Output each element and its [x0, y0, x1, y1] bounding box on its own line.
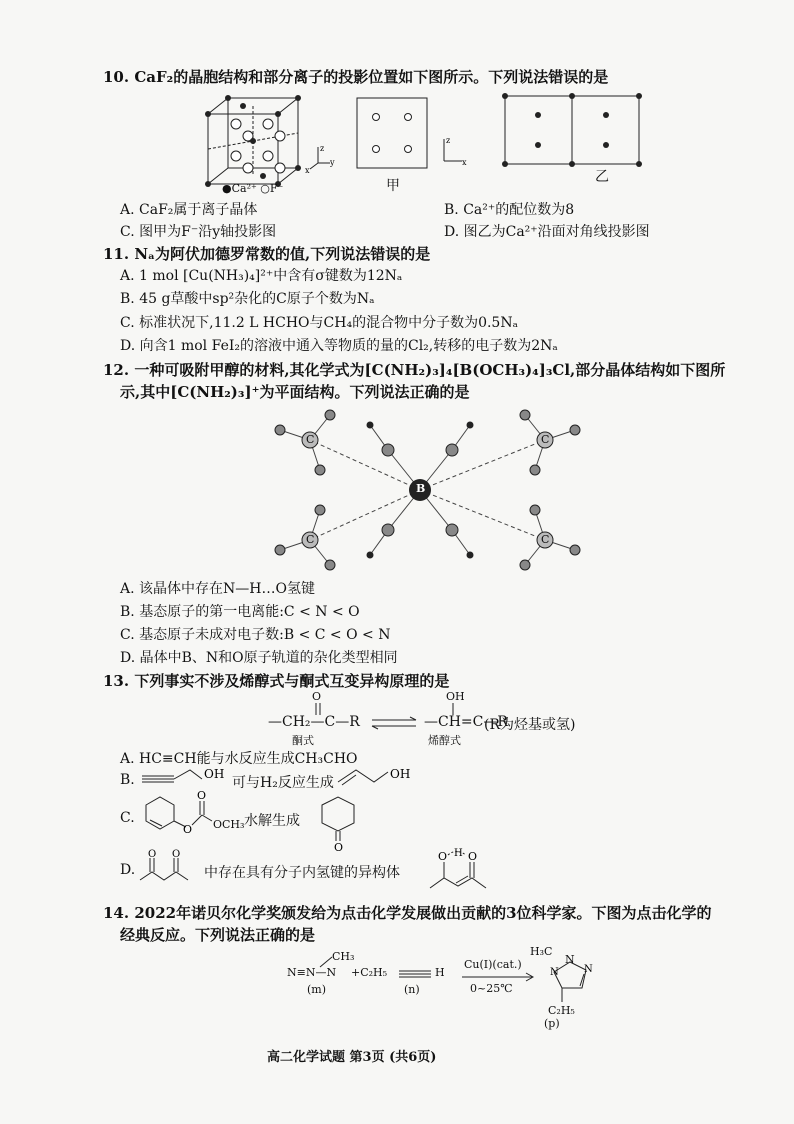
- projection-jia-figure: [356, 97, 428, 169]
- q13-option-c-text: 水解生成: [244, 813, 300, 829]
- svg-text:x: x: [305, 166, 310, 175]
- cyclohexanone-structure: [312, 793, 372, 854]
- svg-text:z: z: [446, 136, 451, 145]
- keto-formula: —CH₂—C—R: [268, 714, 360, 730]
- page-footer: 高二化学试题 第3页 (共6页): [267, 1050, 437, 1065]
- svg-text:O: O: [172, 849, 181, 860]
- q11-stem: 11. Nₐ为阿伏加德罗常数的值,下列说法错误的是: [103, 245, 431, 263]
- alkyne-bond: [397, 969, 433, 979]
- condition-label: 0~25℃: [470, 982, 513, 995]
- ring-atom-label-4: C: [541, 533, 550, 546]
- caf2-legend: ●Ca²⁺ ○F⁻: [222, 182, 284, 195]
- allyl-alcohol-structure: [336, 762, 426, 788]
- svg-text:N: N: [584, 964, 593, 975]
- projection-yi-figure: [504, 95, 640, 165]
- q11-option-d: D. 向含1 mol FeI₂的溶液中通入等物质的量的Cl₂,转移的电子数为2Nₐ: [120, 338, 558, 354]
- label-n: (n): [404, 983, 420, 996]
- svg-text:H: H: [454, 848, 463, 859]
- q11-option-c: C. 标准状况下,11.2 L HCHO与CH₄的混合物中分子数为0.5Nₐ: [120, 315, 518, 331]
- ring-atom-label-1: C: [306, 433, 315, 446]
- q13-option-b-text: 可与H₂反应生成: [232, 775, 334, 791]
- axis-zx-icon: [440, 135, 470, 165]
- q12-option-c: C. 基态原子未成对电子数:B < C < O < N: [120, 627, 391, 643]
- q13-option-c-prefix: C.: [120, 810, 135, 826]
- q11-option-a: A. 1 mol [Cu(NH₃)₄]²⁺中含有σ键数为12Nₐ: [120, 268, 403, 284]
- svg-text:z: z: [320, 144, 325, 153]
- q10-stem: 10. CaF₂的晶胞结构和部分离子的投影位置如下图所示。下列说法错误的是: [103, 68, 609, 86]
- label-p: (p): [544, 1017, 560, 1030]
- svg-text:O: O: [468, 850, 478, 863]
- product-h3c: H₃C: [530, 945, 553, 958]
- keto-name: 酮式: [292, 734, 314, 747]
- center-atom-label: B: [416, 482, 426, 495]
- label-m: (m): [307, 983, 327, 996]
- q10-option-b: B. Ca²⁺的配位数为8: [444, 202, 575, 218]
- svg-text:N: N: [550, 967, 559, 978]
- q14-stem-line2: 经典反应。下列说法正确的是: [120, 926, 316, 944]
- q13-option-b-prefix: B.: [120, 772, 135, 788]
- ring-atom-label-2: C: [541, 433, 550, 446]
- azide-formula: N≡N—N: [287, 966, 337, 979]
- q12-option-d: D. 晶体中B、N和O原子轨道的杂化类型相同: [120, 650, 398, 666]
- q13-option-d-text: 中存在具有分子内氢键的异构体: [204, 865, 400, 881]
- svg-text:x: x: [462, 158, 467, 167]
- cyclohexenyl-carbonate-structure: [136, 787, 246, 839]
- triazole-n-label: N: [565, 953, 575, 966]
- svg-text:O: O: [334, 841, 344, 854]
- q11-option-b: B. 45 g草酸中sp²杂化的C原子个数为Nₐ: [120, 291, 375, 307]
- projection-jia-label: 甲: [386, 178, 400, 194]
- svg-text:O: O: [148, 849, 157, 860]
- q14-stem-line1: 14. 2022年诺贝尔化学奖颁发给为点击化学发展做出贡献的3位科学家。下图为点击化学的: [103, 904, 712, 922]
- q12-stem-line1: 12. 一种可吸附甲醇的材料,其化学式为[C(NH₂)₃]₄[B(OCH₃)₄]₃Cl,部分晶体结构如下图所: [103, 361, 726, 379]
- q13-option-a: A. HC≡CH能与水反应生成CH₃CHO: [120, 751, 358, 767]
- reaction-arrow: [460, 972, 536, 982]
- enol-formula: —CH=C—R: [424, 714, 508, 730]
- enol-name: 烯醇式: [428, 734, 461, 747]
- q12-option-a: A. 该晶体中存在N—H…O氢键: [120, 581, 315, 597]
- enol-hbond-structure: [426, 846, 508, 894]
- equilibrium-arrow: [370, 717, 418, 729]
- acetylacetone-structure: [138, 850, 198, 886]
- svg-text:O: O: [197, 789, 207, 802]
- alkyne-h: H: [435, 966, 445, 979]
- azide-ch3: CH₃: [332, 950, 355, 963]
- q10-option-c: C. 图甲为F⁻沿y轴投影图: [120, 224, 277, 240]
- q13-stem: 13. 下列事实不涉及烯醇式与酮式互变异构原理的是: [103, 672, 450, 690]
- methoxy-group: OCH₃: [213, 818, 245, 831]
- q10-option-a: A. CaF₂属于离子晶体: [120, 202, 258, 218]
- ring-atom-label-3: C: [306, 533, 315, 546]
- svg-text:O: O: [438, 850, 448, 863]
- svg-text:O: O: [183, 823, 193, 836]
- axis-yz-icon: [304, 143, 334, 173]
- enol-oh-label: OH: [446, 690, 465, 703]
- q12-stem-line2: 示,其中[C(NH₂)₃]⁺为平面结构。下列说法正确的是: [120, 383, 470, 401]
- tautomer-note: (R为烃基或氢): [484, 717, 576, 733]
- q13-option-d-prefix: D.: [120, 862, 136, 878]
- svg-text:OH: OH: [204, 767, 225, 781]
- keto-o-label: O: [312, 690, 322, 703]
- q12-option-b: B. 基态原子的第一电离能:C < N < O: [120, 604, 360, 620]
- crystal-structure-figure: [260, 400, 595, 572]
- plus-ethyl: +C₂H₅: [351, 966, 388, 979]
- product-ethyl: C₂H₅: [548, 1004, 575, 1017]
- svg-text:y: y: [330, 158, 335, 167]
- q10-option-d: D. 图乙为Ca²⁺沿面对角线投影图: [444, 224, 650, 240]
- projection-yi-label: 乙: [595, 169, 609, 185]
- catalyst-label: Cu(Ⅰ)(cat.): [464, 958, 522, 971]
- svg-text:OH: OH: [390, 767, 411, 781]
